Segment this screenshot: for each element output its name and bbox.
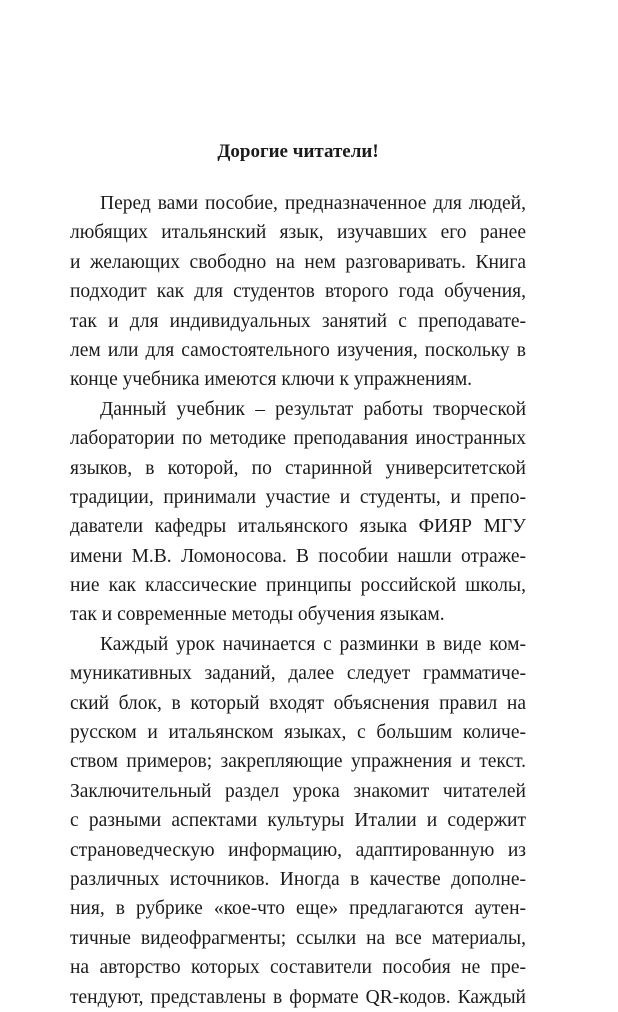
text-line: конце учебника имеются ключи к упражнениям. [70, 369, 473, 391]
page-content [70, 140, 526, 1012]
paragraph-1 [70, 189, 526, 395]
page-title: Дорогие читатели! [217, 141, 379, 162]
text-line: традиции, принимали участие и студенты, и препо- [70, 486, 526, 508]
text-line: Заключительный раздел урока знакомит читателей [70, 780, 526, 802]
text-line: на авторство которых составители пособия не пре- [70, 957, 526, 979]
text-line: русском и итальянском языках, с большим количе- [70, 722, 526, 744]
text-line: имени М.В. Ломоносова. В пособии нашли отраже- [70, 545, 526, 567]
text-line: так и для индивидуальных занятий с преподавате- [70, 310, 526, 332]
text-line: тендуют, представлены в формате QR-кодов. Каждый [70, 986, 526, 1008]
text-line: лем или для самостоятельного изучения, поскольку в [70, 339, 526, 361]
text-line: языков, в которой, по старинной университетской [70, 457, 526, 479]
paragraph-2 [70, 395, 526, 630]
text-line: с разными аспектами культуры Италии и содержит [70, 810, 526, 832]
text-line: страноведческую информацию, адаптированную из [70, 839, 526, 861]
paragraph-3 [70, 630, 526, 1012]
text-line: даватели кафедры итальянского языка ФИЯР МГУ [70, 516, 526, 538]
text-line: ние как классические принципы российской школы, [70, 575, 526, 597]
text-line: муникативных заданий, далее следует грамматиче- [70, 663, 526, 685]
text-line: Перед вами пособие, предназначенное для людей, [100, 193, 526, 214]
text-line: различных источников. Иногда в качестве дополне- [70, 868, 526, 890]
text-line: подходит как для студентов второго года обучения, [70, 281, 526, 303]
text-line: ством примеров; закрепляющие упражнения и текст. [70, 751, 526, 773]
text-line: ский блок, в который входят объяснения правил на [70, 692, 526, 714]
text-line: Каждый урок начинается с разминки в виде ком- [100, 633, 526, 655]
text-line: любящих итальянский язык, изучавших его ранее [70, 222, 526, 244]
text-line: и желающих свободно на нем разговаривать. Книга [70, 251, 526, 273]
text-line: ния, в рубрике «кое-что еще» предлагаются аутен- [70, 898, 526, 920]
text-line: Данный учебник – результат работы творческой [100, 398, 526, 420]
text-line: лаборатории по методике преподавания иностранных [70, 428, 526, 450]
text-line: так и современные методы обучения языкам. [70, 604, 445, 626]
text-line: тичные видеофрагменты; ссылки на все материалы, [70, 927, 526, 949]
